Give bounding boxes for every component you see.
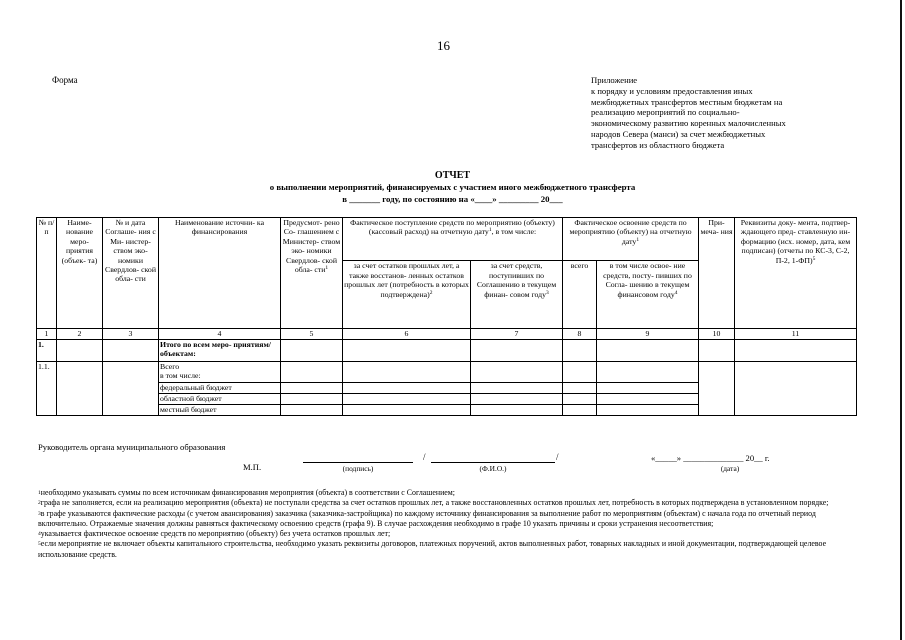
table-cell[interactable] <box>57 362 103 416</box>
footnote-number: 2 <box>38 500 41 507</box>
header-requisites <box>735 218 857 329</box>
header-mastering-current <box>597 261 699 329</box>
footnote <box>38 509 853 530</box>
row-label: в том числе: <box>160 371 201 381</box>
table-cell[interactable] <box>103 362 159 416</box>
table-cell[interactable] <box>471 362 563 383</box>
report-period-line: в _______ году, по состоянию на «____» _________ 20___ <box>342 194 563 204</box>
appendix-line: трансфертов из областного бюджета <box>591 139 725 150</box>
row-number: 1.1. <box>37 362 57 416</box>
footnote-text: в графе указываются фактические расходы (с учетом авансирования) заказчика (заказчика-застройщика) по каждому источнику финансирования за выполнение работ по мероприятиям (объектам) с начала года по отчетный период включительно. Отражаемые значения должны равняться фактическому освоению средств (графа 9). В случае расхождения необходимо в графе 10 указать причины и сроки устранения несоответствия; <box>38 508 816 528</box>
footnote-number: 4 <box>38 531 41 538</box>
appendix-line: межбюджетных трансфертов местным бюджетам на <box>591 96 783 107</box>
header-mastering-b-text: в том числе освое- ние средств, посту- пивших по Согла- шению в текущем финансовом году <box>603 261 692 299</box>
table-cell[interactable] <box>563 383 597 394</box>
footnote-ref: 2 <box>429 289 433 296</box>
table-cell[interactable] <box>281 405 343 416</box>
header-notes: При- меча- ния <box>699 218 735 329</box>
row-number: 1. <box>37 340 57 362</box>
table-cell[interactable] <box>343 340 471 362</box>
footnote <box>38 488 853 498</box>
table-cell[interactable] <box>563 340 597 362</box>
header-num: № п/п <box>37 218 57 329</box>
column-number: 8 <box>563 329 597 340</box>
table-cell[interactable] <box>471 405 563 416</box>
fio-caption: (Ф.И.О.) <box>479 464 507 473</box>
appendix-line: Приложение <box>591 75 638 85</box>
stamp-place-label: М.П. <box>243 462 262 472</box>
signature-line[interactable] <box>303 462 413 463</box>
header-receipt-current-year <box>471 261 563 329</box>
row-label-local: местный бюджет <box>159 405 281 416</box>
table-cell[interactable] <box>597 405 699 416</box>
table-cell[interactable] <box>597 383 699 394</box>
table-header-row <box>37 218 857 261</box>
header-planned-text: Предусмот- рено Со- глашением с Министер- ством эко- номики Свердлов- ской обла- сти <box>282 218 341 275</box>
table-cell[interactable] <box>471 340 563 362</box>
row-label-total: Итого по всем меро- приятиям/объектам: <box>159 340 281 362</box>
footnote-ref: 5 <box>812 255 816 262</box>
table-cell[interactable] <box>563 405 597 416</box>
signature-caption: (подпись) <box>342 464 374 473</box>
report-subtitle: о выполнении мероприятий, финансируемых с участием иного межбюджетного трансферта <box>269 182 636 192</box>
report-table <box>36 217 857 416</box>
date-caption: (дата) <box>720 464 740 473</box>
column-number: 2 <box>57 329 103 340</box>
table-cell[interactable] <box>699 362 735 416</box>
table-cell[interactable] <box>281 362 343 383</box>
header-financing-source: Наименование источни- ка финансирования <box>159 218 281 329</box>
column-number: 3 <box>103 329 159 340</box>
header-actual-mastering <box>563 218 699 261</box>
footnote-text: графа не заполняется, если на реализацию мероприятия (объекта) не поступали средства за счет остатков прошлых лет, а также восстановленных остатков прошлых лет, потребность в которых подтверждена в установленном порядке; <box>40 498 829 508</box>
separator-slash: / <box>423 452 426 462</box>
form-label: Форма <box>52 75 78 85</box>
row-label-regional: областной бюджет <box>159 394 281 405</box>
footnote-ref: 1 <box>488 227 492 234</box>
fio-line[interactable] <box>431 462 555 463</box>
row-label-federal: федеральный бюджет <box>159 383 281 394</box>
footnote-ref: 1 <box>325 265 329 272</box>
table-cell[interactable] <box>563 362 597 383</box>
column-number: 5 <box>281 329 343 340</box>
column-number: 9 <box>597 329 699 340</box>
table-row-total <box>37 340 857 362</box>
table-cell[interactable] <box>471 394 563 405</box>
footnote-number: 1 <box>38 490 41 496</box>
table-cell[interactable] <box>343 362 471 383</box>
header-receipt-tail: , в том числе: <box>491 227 537 237</box>
footnote <box>38 539 853 560</box>
appendix-block <box>591 75 853 151</box>
footnote-ref: 4 <box>674 289 678 296</box>
table-cell[interactable] <box>735 362 857 416</box>
column-number: 10 <box>699 329 735 340</box>
table-cell[interactable] <box>343 383 471 394</box>
row-label: Всего <box>160 362 180 371</box>
header-requisites-text: Реквизиты доку- мента, подтвер- ждающего пред- ставленную ин- формацию (исх. номер, дата, кем подписан) (отчеты по КС-3, С-2, П-2, 1-ФП) <box>740 218 851 265</box>
page-number: 16 <box>437 38 450 53</box>
header-event-name: Наиме- нование меро- приятия (объек- та) <box>57 218 103 329</box>
table-cell[interactable] <box>281 394 343 405</box>
header-actual-receipt <box>343 218 563 261</box>
footnote-number: 3 <box>38 510 41 517</box>
header-receipt-prior-years <box>343 261 471 329</box>
table-cell[interactable] <box>597 340 699 362</box>
footnote-ref: 3 <box>546 289 549 296</box>
appendix-line: реализацию мероприятий по социально- <box>591 107 740 118</box>
header-mastering-text: Фактическое освоение средств по мероприятию (объекту) на отчетную дату <box>569 218 692 246</box>
separator-slash: / <box>556 452 559 462</box>
table-cell[interactable] <box>343 405 471 416</box>
column-number: 11 <box>735 329 857 340</box>
column-number: 6 <box>343 329 471 340</box>
row-label-total-incl <box>159 362 281 383</box>
header-mastering-total: всего <box>563 261 597 329</box>
table-cell[interactable] <box>735 340 857 362</box>
column-number: 7 <box>471 329 563 340</box>
head-of-authority-label: Руководитель органа муниципального образования <box>38 442 226 452</box>
table-cell[interactable] <box>281 340 343 362</box>
footnote-text: необходимо указывать суммы по всем источникам финансирования мероприятия (объекта) в соответствии с Соглашением; <box>40 488 455 497</box>
date-field[interactable]: «_____» ______________ 20__ г. <box>651 453 770 463</box>
page-edge-line <box>900 0 902 640</box>
table-cell[interactable] <box>103 340 159 362</box>
footnote-text: указывается фактическое освоение средств по мероприятию (объекту) без учета остатков прошлых лет; <box>40 529 391 539</box>
header-receipt-a-text: за счет остатков прошлых лет, а также восстанов- ленных остатков прошлых лет (потребность в которых подтверждена) <box>344 261 469 299</box>
header-receipt-text: Фактическое поступление средств по мероприятию (объекту) (кассовый расход) на отчетную дату <box>350 218 555 237</box>
footnotes-block <box>38 488 853 560</box>
table-cell[interactable] <box>597 394 699 405</box>
footnote-text: если мероприятие не включает объекты капитального строительства, необходимо указать реквизиты договоров, платежных поручений, актов выполненных работ, товарных накладных и иной документации, подтверждающей целевое использование средств. <box>38 539 827 559</box>
appendix-line: народов Севера (манси) за счет межбюджетных <box>591 128 766 139</box>
report-title: ОТЧЕТ <box>434 170 471 181</box>
header-planned <box>281 218 343 329</box>
table-cell[interactable] <box>57 340 103 362</box>
table-cell[interactable] <box>281 383 343 394</box>
table-cell[interactable] <box>563 394 597 405</box>
header-agreement: № и дата Соглаше- ния с Ми- нистер- ством эко- номики Свердлов- ской обла- сти <box>103 218 159 329</box>
appendix-line: к порядку и условиям предоставления иных <box>591 85 753 96</box>
footnote-number: 5 <box>38 541 41 548</box>
column-number: 4 <box>159 329 281 340</box>
table-cell[interactable] <box>699 340 735 362</box>
column-number: 1 <box>37 329 57 340</box>
footnote <box>38 498 853 508</box>
column-number-row <box>37 329 857 340</box>
footnote-ref: 1 <box>636 236 640 243</box>
table-row-event <box>37 362 857 383</box>
table-cell[interactable] <box>471 383 563 394</box>
table-cell[interactable] <box>597 362 699 383</box>
table-cell[interactable] <box>343 394 471 405</box>
header-receipt-b-text: за счет средств, поступивших по Соглашению в текущем финан- совом году <box>476 261 557 299</box>
footnote <box>38 529 853 539</box>
appendix-line: экономическому развитию коренных малочисленных <box>591 118 786 129</box>
